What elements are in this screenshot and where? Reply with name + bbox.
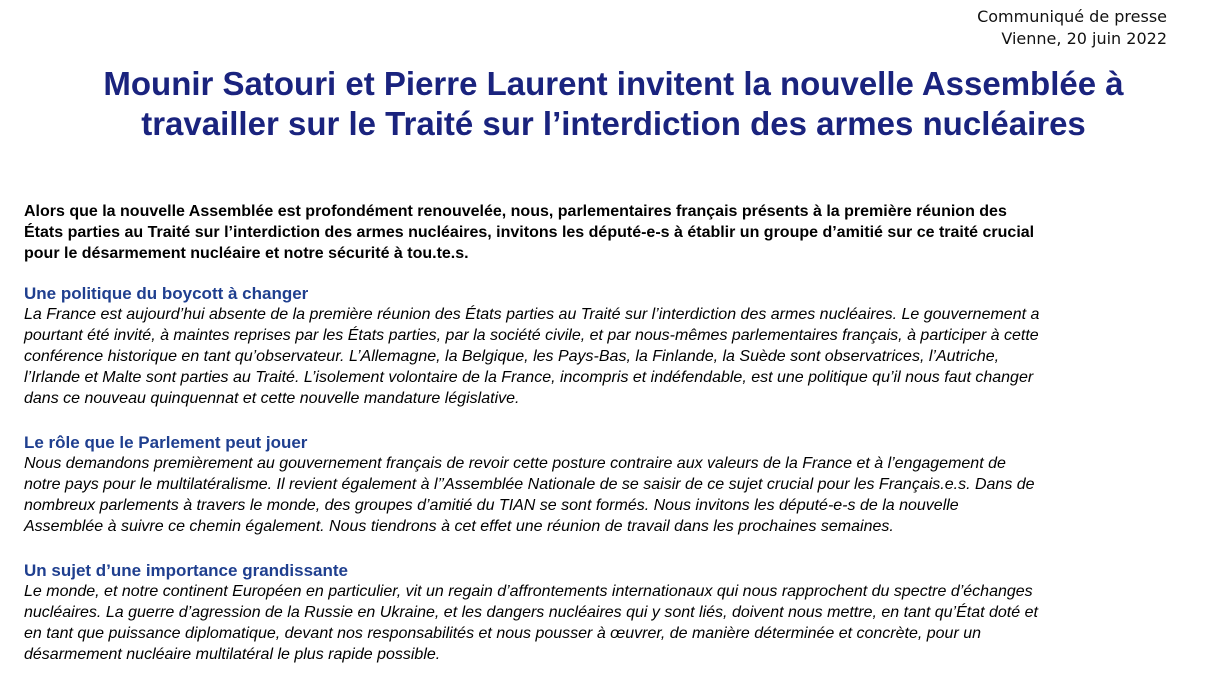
lead-line: pour le désarmement nucléaire et notre sécurité à tou.te.s.	[24, 245, 469, 262]
section-heading: Le rôle que le Parlement peut jouer	[24, 433, 308, 452]
body-line: La France est aujourd’hui absente de la première réunion des États parties au Traité sur l’interdiction des armes nucléaires. Le gouvernement a	[24, 306, 1040, 323]
section-heading: Un sujet d’une importance grandissante	[24, 561, 349, 580]
body-line: Assemblée à suivre ce chemin également. Nous tiendrons à cet effet une réunion de travail dans les prochaines semaines.	[24, 518, 894, 535]
section-boycott-policy	[24, 283, 1194, 409]
document-header-meta	[977, 6, 1167, 50]
page-title-line: travailler sur le Traité sur l’interdiction des armes nucléaires	[141, 105, 1086, 142]
section-body	[24, 581, 1194, 665]
body-line: Nous demandons premièrement au gouvernement français de revoir cette posture contraire aux valeurs de la France et à l’engagement de	[24, 455, 1006, 472]
section-parliament-role	[24, 432, 1194, 537]
section-body	[24, 453, 1194, 537]
body-line: Le monde, et notre continent Européen en particulier, vit un regain d’affrontements internationaux qui nous rapprochent du spectre d’échanges	[24, 583, 1033, 600]
section-heading: Une politique du boycott à changer	[24, 284, 309, 303]
lead-paragraph	[24, 201, 1194, 264]
page-title-line: Mounir Satouri et Pierre Laurent invitent la nouvelle Assemblée à	[103, 65, 1124, 102]
section-growing-importance	[24, 560, 1194, 665]
lead-line: États parties au Traité sur l’interdiction des armes nucléaires, invitons les député-e-s à établir un groupe d’amitié sur ce traité crucial	[24, 224, 1035, 241]
body-line: dans ce nouveau quinquennat et cette nouvelle mandature législative.	[24, 390, 520, 407]
document-type: Communiqué de presse	[977, 7, 1167, 26]
body-line: nombreux parlements à travers le monde, des groupes d’amitié du TIAN se sont formés. Nous invitons les député-e-s de la nouvelle	[24, 497, 959, 514]
body-line: l’Irlande et Malte sont parties au Traité. L’isolement volontaire de la France, incompris et indéfendable, est une politique qu’il nous faut changer	[24, 369, 1034, 386]
body-line: désarmement nucléaire multilatéral le plus rapide possible.	[24, 646, 441, 663]
body-line: nucléaires. La guerre d’agression de la Russie en Ukraine, et les dangers nucléaires qui y sont liés, doivent nous mettre, en tant qu’État doté et	[24, 604, 1038, 621]
place-and-date: Vienne, 20 juin 2022	[1001, 29, 1167, 48]
body-line: conférence historique en tant qu’observateur. L’Allemagne, la Belgique, les Pays-Bas, la Finlande, la Suède sont observatrices, l’Autriche,	[24, 348, 1000, 365]
body-line: notre pays pour le multilatéralisme. Il revient également à l’’Assemblée Nationale de se saisir de ce sujet crucial pour les Français.e.s. Dans de	[24, 476, 1035, 493]
body-line: pourtant été invité, à maintes reprises par les États parties, par la société civile, et par nous-mêmes parlementaires français, à participer à cette	[24, 327, 1039, 344]
page-title	[20, 64, 1207, 144]
lead-line: Alors que la nouvelle Assemblée est profondément renouvelée, nous, parlementaires français présents à la première réunion des	[24, 203, 1007, 220]
body-line: en tant que puissance diplomatique, devant nos responsabilités et nous pousser à œuvrer, de manière déterminée et concrète, pour un	[24, 625, 982, 642]
section-body	[24, 304, 1194, 409]
